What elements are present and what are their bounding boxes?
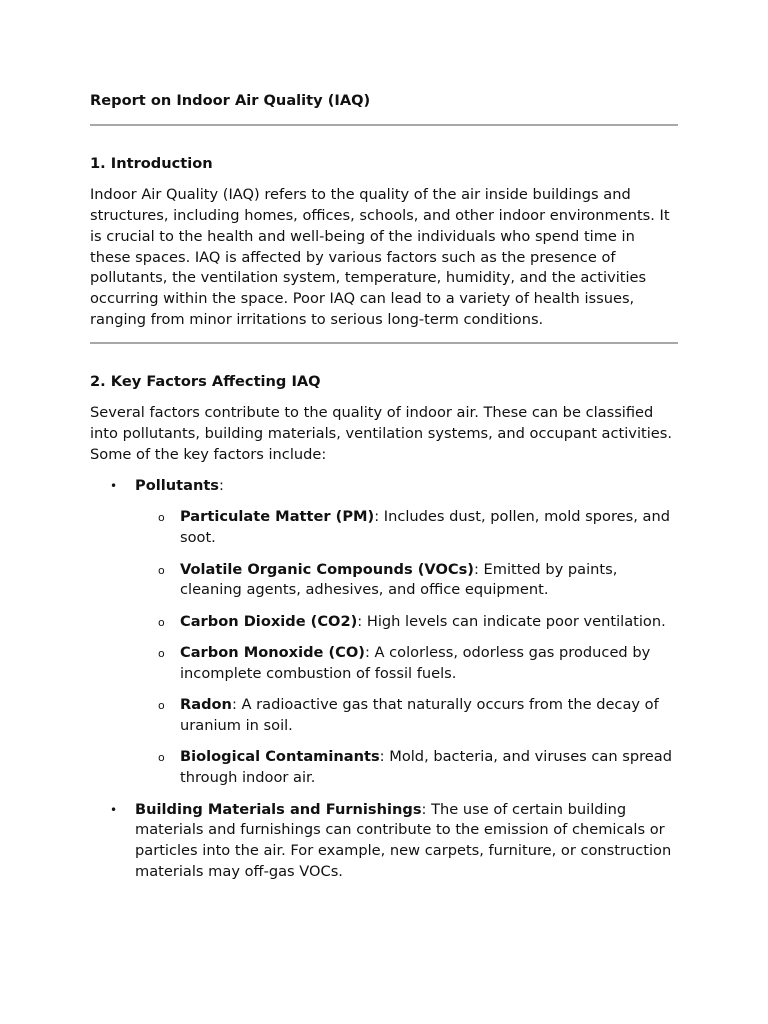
list-item-term: Pollutants [135,477,219,494]
sublist-item-term: Particulate Matter (PM) [180,508,375,526]
horizontal-divider [90,124,678,126]
bullet-icon: • [110,479,118,493]
sublist-item-biological-contaminants [135,747,678,789]
list-item-text: : [219,477,224,494]
section-heading-key-factors: 2. Key Factors Affecting IAQ [90,373,321,390]
circle-bullet-icon: o [158,751,165,765]
sublist-item-term: Carbon Monoxide (CO) [180,644,365,662]
sublist-item-carbon-dioxide [135,612,678,633]
list-item-text: : The use of certain building materials and furnishings can contribute to the emission of chemicals or particles into the air. For example, new carpets, furniture, or construction materials may off-gas VOCs. [135,800,672,881]
sublist-item-term: Volatile Organic Compounds (VOCs) [180,560,474,578]
section-heading-introduction: 1. Introduction [90,155,213,172]
sublist-item-term: Biological Contaminants [180,748,380,766]
list-item-building-materials [90,800,678,883]
sublist-item-radon [135,695,678,737]
sublist-item-text: : Emitted by paints, cleaning agents, adhesives, and office equipment. [180,560,618,599]
pollutants-sublist [135,507,678,789]
introduction-paragraph: Indoor Air Quality (IAQ) refers to the quality of the air inside buildings and structures, including homes, offices, schools, and other indoor environments. It is crucial to the health and well-being of the individuals who spend time in these spaces. IAQ is affected by various factors such as the presence of pollutants, the ventilation system, temperature, humidity, and the activities occurring within the space. Poor IAQ can lead to a variety of health issues, ranging from minor irritations to serious long-term conditions. [90,186,670,329]
sublist-item-text: : A colorless, odorless gas produced by incomplete combustion of fossil fuels. [180,644,651,682]
document-title: Report on Indoor Air Quality (IAQ) [90,92,371,109]
key-factors-list [90,476,678,894]
sublist-item-text: : A radioactive gas that naturally occurs from the decay of uranium in soil. [180,696,659,735]
bullet-icon: • [110,802,118,817]
sublist-item-vocs [135,560,678,602]
sublist-item-text: : Mold, bacteria, and viruses can spread through indoor air. [180,748,672,787]
sublist-item-carbon-monoxide [135,643,678,685]
horizontal-divider [90,342,678,344]
circle-bullet-icon: o [158,699,165,713]
key-factors-paragraph: Several factors contribute to the quality of indoor air. These can be classified into pollutants, building materials, ventilation systems, and occupant activities. Some of the key factors include: [90,404,672,463]
sublist-item-term: Radon [180,696,232,714]
sublist-item-text: : Includes dust, pollen, mold spores, and soot. [180,508,670,547]
list-item-term: Building Materials and Furnishings [135,800,422,818]
sublist-item-text: : High levels can indicate poor ventilation. [357,612,666,630]
sublist-item-term: Carbon Dioxide (CO2) [180,612,358,630]
circle-bullet-icon: o [158,615,165,629]
circle-bullet-icon: o [158,511,165,525]
circle-bullet-icon: o [158,563,165,577]
sublist-item-particulate-matter [135,507,678,549]
circle-bullet-icon: o [158,647,165,661]
list-item-pollutants [90,476,678,789]
